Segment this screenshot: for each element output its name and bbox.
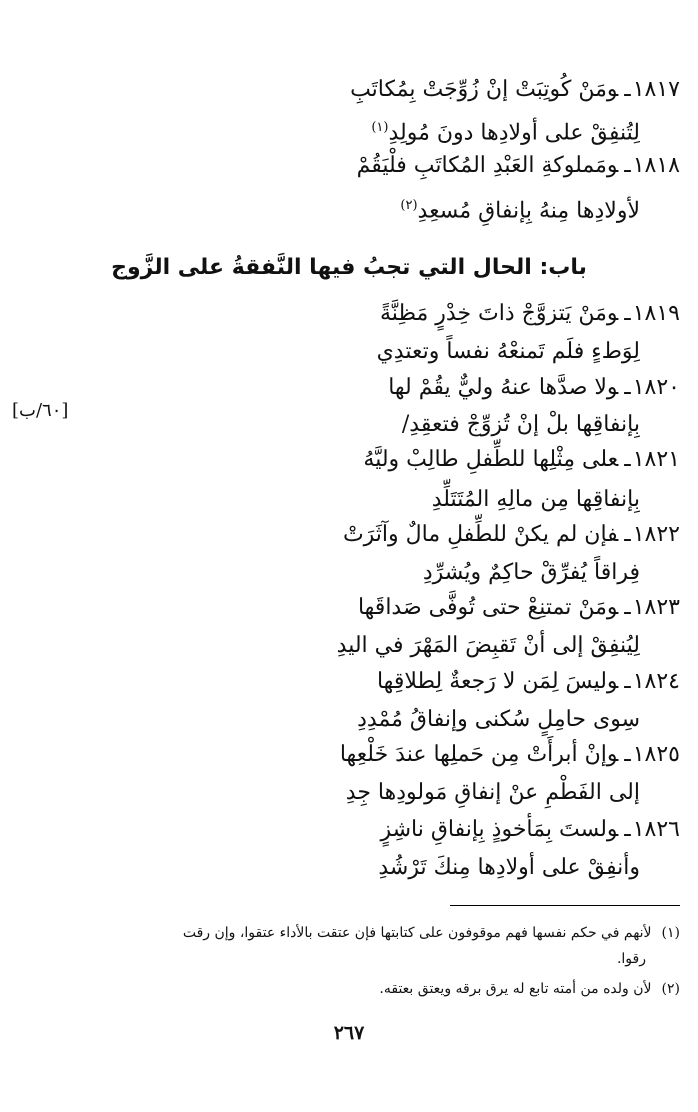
footnote-number: (١) xyxy=(661,925,680,941)
verse-text: لِوَطءٍ فلَم تَمنعْهُ نفساً وتعتدِي xyxy=(376,339,640,364)
footnote-number: (٢) xyxy=(661,981,680,997)
verse-text: إلى الفَطْمِ عنْ إنفاقِ مَولودِها جِدِ xyxy=(345,780,640,805)
verse-1826-line-1: ١٨٢٦ـولستَ بِمَأخوذٍ بِإنفاقِ ناشِزٍ xyxy=(18,808,680,852)
verse-text: بِإنفاقِها مِن مالِهِ المُتَتَلِّدِ xyxy=(431,487,640,512)
footnote-1 xyxy=(20,920,680,946)
verse-number: ١٨١٨ xyxy=(632,153,680,178)
verse-text: فِراقاً يُفرِّقْ حاكِمٌ ويُشرِّدِ xyxy=(422,560,640,585)
folio-marker: [٦٠/ب] xyxy=(12,400,69,421)
verse-text: وإنْ أبرأَتْ مِن حَملِها عندَ خَلْعِها xyxy=(339,742,619,767)
verse-text: فإن لم يكنْ للطِّفلِ مالٌ وآثَرَتْ xyxy=(342,522,619,547)
verse-1818-line-1: ١٨١٨ـومَملوكةِ العَبْدِ المُكاتَبِ فلْيَقُمْ xyxy=(18,144,680,188)
verse-text: لِيُنفِقْ إلى أنْ تَقبِضَ المَهْرَ في اليدِ xyxy=(336,633,640,658)
verse-number: ١٨١٩ xyxy=(632,301,680,326)
footnote-ref: (١) xyxy=(371,120,389,135)
verse-text: ولستَ بِمَأخوذٍ بِإنفاقِ ناشِزٍ xyxy=(380,817,619,842)
page-number: ٢٦٧ xyxy=(333,1022,365,1044)
footnote-separator xyxy=(450,905,680,906)
verse-1826-line-2 xyxy=(18,846,640,890)
verse-1818-line-2 xyxy=(18,184,640,228)
verse-number: ١٨٢١ xyxy=(632,447,680,472)
verse-1822-line-1: ١٨٢٢ـفإن لم يكنْ للطِّفلِ مالٌ وآثَرَتْ xyxy=(18,513,680,557)
verse-1819-line-1: ١٨١٩ـومَنْ يَتزوَّجْ ذاتَ خِدْرٍ مَظِنَّةً xyxy=(18,292,680,336)
verse-1825-line-1: ١٨٢٥ـوإنْ أبرأَتْ مِن حَملِها عندَ خَلْعِها xyxy=(18,733,680,777)
verse-text: وليسَ لِمَن لا رَجعةٌ لِطلاقِها xyxy=(376,669,619,694)
verse-1820-line-1: ١٨٢٠ـولا صدَّها عنهُ وليٌّ يقُمْ لها xyxy=(18,366,680,410)
footnote-2 xyxy=(20,976,680,1002)
chapter-heading: باب: الحال التي تجبُ فيها النَّفقةُ على الزَّوج xyxy=(111,255,587,280)
footnote-text: لأن ولده من أمته تابع له يرق برقه ويعتق بعتقه. xyxy=(379,981,652,997)
verse-text: وأنفِقْ على أولادِها مِنكَ تَرْشُدِ xyxy=(378,855,640,880)
footnote-ref: (٢) xyxy=(400,198,418,213)
verse-text: سِوى حامِلٍ سُكنى وإنفاقُ مُمْدِدِ xyxy=(357,707,640,732)
footnote-1-continued xyxy=(20,946,646,972)
footnote-text: لأنهم في حكم نفسها فهم موقوفون على كتابتها فإن عتقت بالأداء عتقوا، وإن رقت xyxy=(182,925,652,941)
verse-number: ١٨٢٤ xyxy=(632,669,680,694)
footnote-text: رقوا. xyxy=(616,951,646,967)
verse-1821-line-1: ١٨٢١ـعلى مِثْلِها للطِّفلِ طالِبْ وليَّهُ xyxy=(18,438,680,482)
verse-text: لِتُنفِقْ على أولادِها دونَ مُولِدِ xyxy=(388,120,640,146)
verse-number: ١٨٢٥ xyxy=(632,742,680,767)
verse-text: على مِثْلِها للطِّفلِ طالِبْ وليَّهُ xyxy=(363,447,619,472)
verse-number: ١٨٢٦ xyxy=(632,817,680,842)
verse-number: ١٨٢٠ xyxy=(632,375,680,400)
verse-text: ومَنْ يَتزوَّجْ ذاتَ خِدْرٍ مَظِنَّةً xyxy=(380,301,619,326)
verse-1817-line-1: ١٨١٧ـومَنْ كُوتِبَتْ إنْ زُوِّجَتْ بِمُكاتَبِ xyxy=(18,68,680,112)
verse-text: لأولادِها مِنهُ بِإنفاقِ مُسعِدِ xyxy=(417,198,640,224)
verse-number: ١٨١٧ xyxy=(632,77,680,102)
verse-text: ولا صدَّها عنهُ وليٌّ يقُمْ لها xyxy=(388,375,619,400)
verse-text: ومَنْ تمتنِعْ حتى تُوفَّى صَداقَها xyxy=(357,595,619,620)
verse-text: ومَنْ كُوتِبَتْ إنْ زُوِّجَتْ بِمُكاتَبِ xyxy=(350,77,619,102)
verse-1824-line-1: ١٨٢٤ـوليسَ لِمَن لا رَجعةٌ لِطلاقِها xyxy=(18,660,680,704)
verse-text: بِإنفاقِها بلْ إنْ تُزوِّجْ فتعقِدِ/ xyxy=(401,412,640,437)
verse-text: ومَملوكةِ العَبْدِ المُكاتَبِ فلْيَقُمْ xyxy=(356,153,619,178)
verse-1823-line-1: ١٨٢٣ـومَنْ تمتنِعْ حتى تُوفَّى صَداقَها xyxy=(18,586,680,630)
verse-number: ١٨٢٢ xyxy=(632,522,680,547)
verse-number: ١٨٢٣ xyxy=(632,595,680,620)
